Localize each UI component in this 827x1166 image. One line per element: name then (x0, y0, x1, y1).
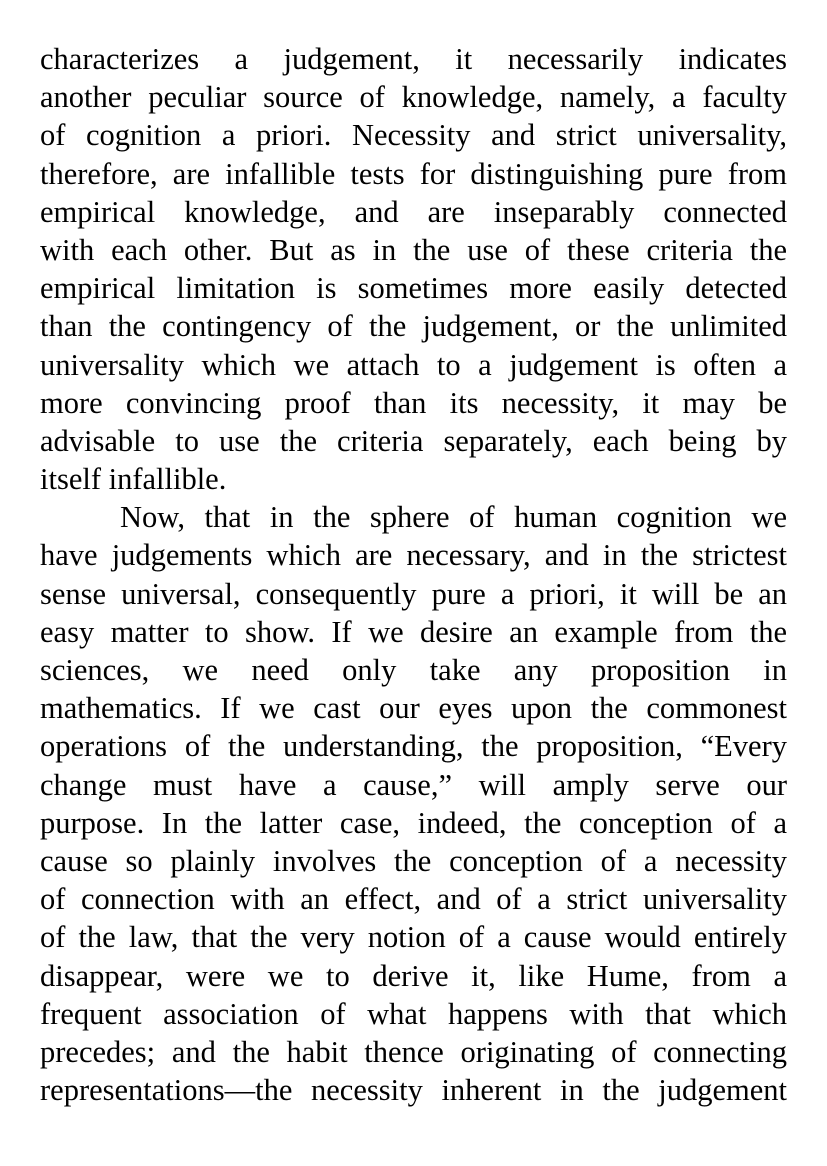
text-line: representations—the necessity inherent in the judgement (40, 1073, 787, 1108)
document-page (40, 40, 787, 1109)
text-line: easy matter to show. If we desire an example from the (40, 614, 787, 649)
text-line: empirical knowledge, and are inseparably connected (40, 194, 787, 229)
text-line: have judgements which are necessary, and in the strictest (40, 538, 787, 573)
text-line: therefore, are infallible tests for distinguishing pure from (40, 156, 787, 191)
text-line: purpose. In the latter case, indeed, the conception of a (40, 805, 787, 840)
text-line: empirical limitation is sometimes more easily detected (40, 271, 787, 306)
text-line: frequent association of what happens with that which (40, 996, 787, 1031)
text-line: another peculiar source of knowledge, namely, a faculty (40, 80, 787, 115)
text-line: cause so plainly involves the conception of a necessity (40, 843, 787, 878)
text-line: disappear, were we to derive it, like Hume, from a (40, 958, 787, 993)
text-line: advisable to use the criteria separately, each being by (40, 423, 787, 458)
text-line: sciences, we need only take any proposition in (40, 653, 787, 687)
text-line: of the law, that the very notion of a cause would entirely (40, 920, 787, 955)
text-line: itself infallible. (40, 462, 227, 497)
text-line: precedes; and the habit thence originating of connecting (40, 1034, 787, 1069)
text-line: Now, that in the sphere of human cognition we (120, 500, 787, 535)
text-line: characterizes a judgement, it necessarily indicates (40, 42, 787, 76)
text-line: universality which we attach to a judgement is often a (40, 347, 787, 382)
text-line: of connection with an effect, and of a strict universality (40, 882, 787, 917)
text-line: change must have a cause,” will amply serve our (40, 767, 787, 802)
text-line: operations of the understanding, the proposition, “Every (40, 729, 787, 764)
text-line: sense universal, consequently pure a priori, it will be an (40, 576, 787, 611)
text-line: with each other. But as in the use of these criteria the (40, 232, 787, 267)
text-line: mathematics. If we cast our eyes upon the commonest (40, 691, 787, 726)
text-line: of cognition a priori. Necessity and strict universality, (40, 118, 787, 153)
paragraph-2 (40, 498, 787, 1109)
paragraph-1 (40, 40, 787, 498)
text-line: more convincing proof than its necessity, it may be (40, 385, 787, 420)
text-line: than the contingency of the judgement, or the unlimited (40, 309, 787, 344)
